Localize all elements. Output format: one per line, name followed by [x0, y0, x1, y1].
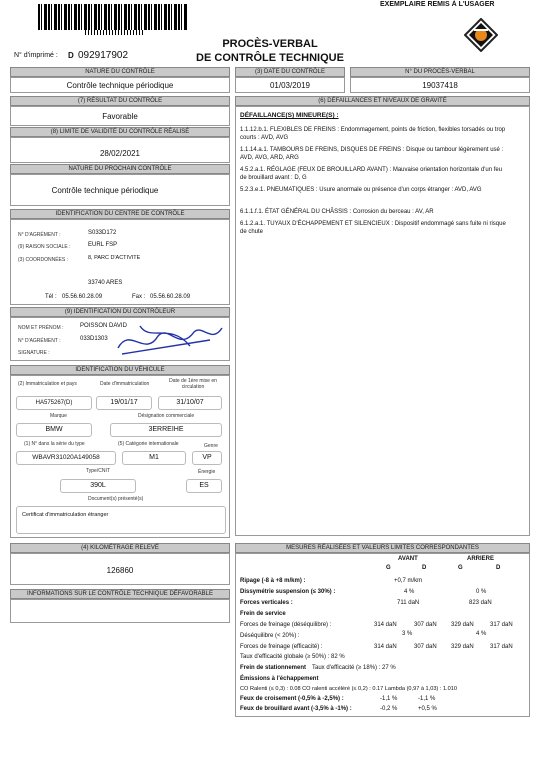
- controleur-agrement: 033D1303: [80, 336, 108, 342]
- d-label: D: [422, 565, 427, 571]
- barcode-icon: [85, 30, 145, 35]
- brouillard-g: -0,2 %: [380, 706, 398, 712]
- date-circ-field: 31/10/07: [158, 396, 222, 410]
- defaillances-header: (6) DÉFAILLANCES ET NIVEAUX DE GRAVITÉ: [235, 96, 530, 106]
- taux-label: Taux d'efficacité globale (≥ 50%) : 82 %: [240, 654, 345, 660]
- centre-raison-label: (9) RAISON SOCIALE :: [18, 244, 71, 250]
- controleur-nom-label: NOM ET PRÉNOM :: [18, 325, 64, 331]
- centre-tel: 05.56.60.28.09: [62, 294, 103, 300]
- genre-label: Genre: [204, 443, 218, 449]
- immat-field: HA575267(D): [16, 396, 92, 410]
- marque-field: BMW: [16, 423, 92, 437]
- designation-label: Désignation commerciale: [138, 413, 195, 419]
- defaillances-title: DÉFAILLANCE(S) MINEURE(S) :: [240, 112, 339, 119]
- centre-adresse: 8, PARC D'ACTIVITE: [88, 255, 141, 261]
- pv-header: N° DU PROCÈS-VERBAL: [350, 67, 530, 77]
- centre-fax-label: Fax :: [132, 294, 146, 300]
- resultat-value: Favorable: [102, 112, 138, 121]
- genre-field: VP: [192, 451, 222, 465]
- g-label: G: [458, 565, 463, 571]
- deseq-ar: 4 %: [476, 631, 487, 637]
- freinage-eff-value: 307 daN: [414, 644, 437, 650]
- energie-label: Énergie: [198, 469, 216, 475]
- controle-technique-logo-icon: [464, 18, 498, 52]
- defaillance-item: 1.1.12.b.1. FLEXIBLES DE FREINS : Endommagement, points de friction, flexibles torsadés ou trop courts : AVD, AVG: [240, 127, 506, 141]
- arriere-label: ARRIERE: [467, 556, 495, 562]
- copy-notice: EXEMPLAIRE REMIS À L'USAGER: [380, 1, 495, 8]
- mesures-header: MESURES RÉALISÉES ET VALEURS LIMITES CORRESPONDANTES: [235, 543, 530, 553]
- prochain-value: Contrôle technique périodique: [51, 186, 159, 195]
- freinage-eff-value: 317 daN: [490, 644, 513, 650]
- emissions-value: CO Ralenti (≤ 0,3) : 0.08 CO ralenti accéléré (≤ 0,2) : 0.17 Lambda (0,97 à 1,03) : 1.010: [240, 686, 457, 692]
- d-label: D: [496, 565, 501, 571]
- infos-box: [10, 599, 230, 623]
- deseq-label: Déséquilibre (< 20%) :: [240, 633, 300, 639]
- freinage-deseq-value: 314 daN: [374, 622, 397, 628]
- controleur-signature-label: SIGNATURE :: [18, 350, 50, 356]
- printed-number-label: N° d'imprimé :: [14, 52, 58, 59]
- freinage-deseq-value: 317 daN: [490, 622, 513, 628]
- nature-header: NATURE DU CONTRÔLE: [10, 67, 230, 77]
- forces-ar: 823 daN: [469, 600, 492, 606]
- documents-value: Certificat d'immatriculation étranger: [22, 512, 109, 518]
- centre-agrement-label: N° D'AGRÉMENT :: [18, 232, 61, 238]
- centre-ville: 33740 ARES: [88, 280, 123, 286]
- serie-field: WBAVR31020A149058: [16, 451, 116, 465]
- date-value: 01/03/2019: [269, 81, 311, 90]
- stationnement-value: Taux d'efficacité (≥ 18%) : 27 %: [312, 665, 396, 671]
- controleur-agrement-label: N° D'AGRÉMENT :: [18, 338, 61, 344]
- dissym-av: 4 %: [404, 589, 415, 595]
- freinage-deseq-value: 307 daN: [414, 622, 437, 628]
- forces-label: Forces verticales :: [240, 600, 293, 606]
- limite-header: (8) LIMITE DE VALIDITÉ DU CONTRÔLE RÉALISÉ: [10, 127, 230, 137]
- energie-field: ES: [186, 479, 222, 493]
- printed-number-letter: D: [68, 51, 74, 60]
- freinage-eff-label: Forces de freinage (efficacité) :: [240, 644, 323, 650]
- defaillance-item: 6.1.2.a.1. TUYAUX D'ÉCHAPPEMENT ET SILENCIEUX : Dispositif endommagé sans fuite ni risque de chute: [240, 221, 506, 235]
- centre-coord-label: (3) COORDONNÉES :: [18, 257, 69, 263]
- nature-value: Contrôle technique périodique: [66, 81, 174, 90]
- serie-label: (1) N° dans la série du type: [24, 441, 85, 447]
- categorie-field: M1: [122, 451, 186, 465]
- defaillance-item: 6.1.1.f.1. ÉTAT GÉNÉRAL DU CHÂSSIS : Corrosion du berceau : AV, AR: [240, 209, 434, 215]
- dissym-ar: 0 %: [476, 589, 487, 595]
- freinage-eff-value: 314 daN: [374, 644, 397, 650]
- controleur-nom: POISSON DAVID: [80, 323, 127, 329]
- km-value: 126860: [106, 566, 134, 575]
- date-immat-field: 19/01/17: [96, 396, 152, 410]
- ripage-label: Ripage (-8 à +8 m/km) :: [240, 578, 306, 584]
- categorie-label: (5) Catégorie internationale: [118, 441, 179, 447]
- date-circ-label: Date de 1ère mise en circulation: [169, 378, 217, 390]
- croisement-d: -1,1 %: [418, 696, 436, 702]
- brouillard-d: +0,5 %: [418, 706, 437, 712]
- controleur-header: (9) IDENTIFICATION DU CONTRÔLEUR: [10, 307, 230, 317]
- pv-value: 19037418: [422, 81, 458, 90]
- defaillance-item: 1.1.14.a.1. TAMBOURS DE FREINS, DISQUES DE FREINS : Disque ou tambour légèrement usé : AVD, AVG, ARD, ARG: [240, 147, 504, 161]
- defaillance-item: 4.5.2.a.1. RÉGLAGE (FEUX DE BROUILLARD AVANT) : Mauvaise orientation horizontale d'un feu de brouillard avant : D, G: [240, 167, 503, 181]
- infos-header: INFORMATIONS SUR LE CONTRÔLE TECHNIQUE DÉFAVORABLE: [10, 589, 230, 599]
- resultat-header: (7) RÉSULTAT DU CONTRÔLE: [10, 96, 230, 106]
- limite-value: 28/02/2021: [99, 149, 141, 158]
- deseq-av: 3 %: [402, 631, 413, 637]
- forces-av: 711 daN: [397, 600, 420, 606]
- centre-tel-label: Tél :: [45, 294, 57, 300]
- brouillard-label: Feux de brouillard avant (-3,5% à -1%) :: [240, 706, 352, 712]
- immat-label: (2) Immatriculation et pays: [18, 381, 77, 387]
- date-immat-label: Date d'immatriculation: [100, 381, 150, 387]
- documents-field: [16, 506, 226, 534]
- date-header: (3) DATE DU CONTRÔLE: [235, 67, 345, 77]
- barcode-icon: [38, 4, 188, 30]
- marque-label: Marque: [50, 413, 67, 419]
- type-field: 390L: [60, 479, 136, 493]
- title-line-1: PROCÈS-VERBAL: [222, 38, 318, 50]
- ripage-value: +0,7 m/km: [394, 578, 423, 584]
- croisement-label: Feux de croisement (-0,5% à -2,5%) :: [240, 696, 344, 702]
- frein-service-label: Frein de service: [240, 611, 286, 617]
- stationnement-label: Frein de stationnement: [240, 665, 307, 671]
- freinage-deseq-label: Forces de freinage (déséquilibre) :: [240, 622, 332, 628]
- centre-header: IDENTIFICATION DU CENTRE DE CONTRÔLE: [10, 209, 230, 219]
- vehicule-header: IDENTIFICATION DU VÉHICULE: [10, 365, 230, 375]
- km-header: (4) KILOMÉTRAGE RELEVÉ: [10, 543, 230, 553]
- centre-agrement: S033D172: [88, 230, 117, 236]
- designation-field: 3ERREIHE: [110, 423, 222, 437]
- signature: [110, 318, 230, 363]
- centre-fax: 05.56.60.28.09: [150, 294, 191, 300]
- type-label: Type/CNIT: [86, 468, 110, 474]
- defaillance-item: 5.2.3.e.1. PNEUMATIQUES : Usure anormale ou présence d'un corps étranger : AVD, AVG: [240, 187, 482, 193]
- centre-raison: EURL FSP: [88, 242, 118, 248]
- croisement-g: -1,1 %: [380, 696, 398, 702]
- avant-label: AVANT: [398, 556, 418, 562]
- prochain-header: NATURE DU PROCHAIN CONTRÔLE: [10, 164, 230, 174]
- emissions-label: Émissions à l'échappement: [240, 676, 319, 682]
- printed-number: 092917902: [78, 50, 129, 61]
- documents-label: Document(s) présenté(s): [88, 496, 144, 502]
- dissym-label: Dissymétrie suspension (≤ 30%) :: [240, 589, 336, 595]
- g-label: G: [386, 565, 391, 571]
- freinage-eff-value: 329 daN: [451, 644, 474, 650]
- title-line-2: DE CONTRÔLE TECHNIQUE: [196, 52, 344, 64]
- freinage-deseq-value: 329 daN: [451, 622, 474, 628]
